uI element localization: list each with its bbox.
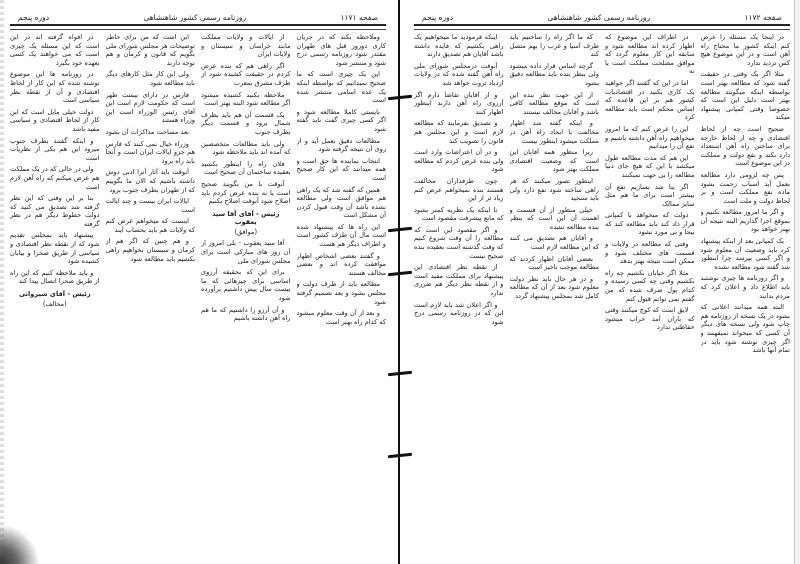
paragraph: یک قسمت آن هم باید بطرف شمال برود و قسمت دیگر بطرف جنوب: [201, 110, 291, 136]
paragraph: مثلا اگر خیابان بکشیم چه راه بکشیم وقتی چه کسی رسیده و کدام پول صرف شده که من گفتم نمی توانم قبول کنم: [605, 268, 695, 303]
binding-spine: [398, 0, 400, 564]
paragraph: چون طرفداران مخالفت هستند بنده نمیخواهم عرض کنم زیاد تر از این: [414, 176, 504, 203]
text-column: [414, 33, 504, 553]
paragraph: اما در این که گفتند اگر خواهید یک کاری بکنید در اقتصادیات کشور هم بر این قاعده که اساس محکم است باید مطالعه کرد: [605, 78, 695, 122]
text-column: [510, 33, 600, 553]
paragraph: گرچه اساس قرار داده میشود ولی بنظر بنده باید مطالعه دقیق بشود: [509, 61, 599, 87]
paragraph: و در آن اعتراضات وارد است ولی بنده عرض کردم که مطالعه شود: [414, 148, 504, 174]
paragraph: و اگر ما امروز مطالعه نکنیم و بموقع اجرا گذاریم البته نتیجه آن بهتر خواهد بود: [700, 208, 790, 234]
paragraph: آنوقت باید آثار آنرا ادبی دوش داشته باشیم که الان ما بگوییم که از طهران بطرف جنوب برود: [105, 168, 195, 194]
paragraph: و در هر حال باید نظر دولت معلوم شود بعد از آن که مطالعه کامل شد بمجلس پیشنهاد گردد: [509, 274, 599, 301]
paragraph: بعضی آقایان اظهار کردند که مطالعه موجب تاخیر است: [509, 254, 599, 272]
paragraph: از این جهت نظر بنده این است که موقع مطالعه کافی باشد و آقایان مخالف نیستند: [509, 90, 599, 116]
paragraph: از ایالات و ولایات مملکت مانند خراسان و سیستان و ولایات ایران: [201, 33, 291, 59]
paragraph: برای این که بحقیقه آرزوی اساسی برای چیزهائی که ما بیست سال پیش داشتیم برآورده شود: [201, 268, 291, 303]
paragraph: و بعد از آن وقت معلوم میشود که کدام راه بهتر است: [296, 309, 386, 326]
paragraph: اینطور تصور میکنند که هر راهی ساخته شود نفع دارد ولی باید سنجید: [509, 176, 599, 203]
paragraph: ولی باید مطالعات متخصصین که آمده اند باید ملاحظه شود: [201, 139, 291, 157]
paragraph: و آن آرزو را داشتیم که ما هم راه آهن داشته باشیم: [201, 305, 291, 323]
text-column: [10, 33, 100, 553]
paragraph: بنا بر این وقتی که این نظر گرفته شد تصدیق می کنید که دولت خطوط دیگر هم در نظر گرفته: [10, 194, 100, 228]
page-number: صفحه ۱۱۷۲: [744, 13, 782, 22]
text-column: [701, 33, 791, 553]
paragraph: صحیح است چه از لحاظ اقتصادی و چه از لحاظ خارجه برای ساختن راه آهن استعداد دارد بکند و نفع دولت و مملکت در این موضوع است: [700, 124, 790, 168]
paragraph: مطالعه باید از طرف دولت و مجلس بشود و بعد تصمیم گرفته شود: [296, 280, 386, 306]
paragraph: که ما اگر راه را ساختیم باید طرف آسیا و غرب را بهم متصل کند: [509, 33, 599, 59]
paragraph: دولت که میخواهد با کمپانی قرار داد کند باید مطالعه کند که بیجا و بی مورد نشود: [605, 211, 695, 237]
paragraph: فلان راه را اینطور بکشید بعقیده ساختمان آن صحیح است: [201, 159, 291, 177]
paragraph: و گفتند بعضی اشخاص اظهار موافقت کرده اند و بعضی مخالف هستند: [296, 251, 386, 277]
paragraph: تا اینکه یک نظریه کمتر بشود که مانع پیشرفت مقصود است: [414, 205, 504, 223]
paragraph: انتخاب نماینده ها حق است و همه میدانند که این کار صحیح است: [296, 156, 386, 182]
columns: [10, 33, 386, 553]
text-column: [297, 33, 387, 553]
paragraph: در اطراف این موضوع که اظهار کرده اند مطالعه شود و سابقه این کار معلوم گردد که موافق مصلحت مملکت است یا نه: [605, 33, 695, 76]
period-label: دوره پنجم: [18, 13, 50, 22]
page-header: [10, 8, 386, 22]
paragraph: و آقایان هم تصدیق می کنند که این مطالعه لازم است: [509, 234, 599, 252]
speaker-position: (موافق): [234, 227, 258, 236]
paragraph: و اینکه گفتند بطرف جنوب میرود این هم یکی از نظریات است: [10, 136, 100, 162]
paragraph: این راه ها که پیشنهاد شده است مال آن طرف کشور است و اطراف دیگر هم هست: [296, 222, 386, 249]
paragraph: اینکه فرمودید ما میخواهیم یک راهی بکشیم که فایده داشته باشد آقایان هم تصدیق دارند: [414, 33, 504, 59]
paragraph: و باید ملاحظه کنیم که این راه از طریق صحرا اتصال پیدا کند: [10, 268, 100, 286]
paragraph: و اگر روزنامه ها چیزی نوشتند باید اطلاع داد و اعلان کرد که مردم بدانند: [700, 274, 790, 300]
paragraph: آقا سید یعقوب - بلی امروز از آن روز های مبارکی است برای مجلس شورای ملی: [201, 239, 291, 265]
scan-smudge: [0, 524, 40, 564]
paragraph: این را عرض کنم که ما امروز میخواهیم راه آهن داشته باشیم و نفع آن را میدانیم: [605, 124, 695, 151]
paragraph: این یک چیزی است که ما صحیح نمیدانیم که بواسطه اینکه یک عده اسامی منتشر شده است: [296, 70, 386, 105]
paragraph: و اگر اعلان شد باید لازم است این که در روزنامه رسمی درج شود: [414, 300, 504, 326]
paragraph: اگر راهی هم که بنده عرض کردم در حقیقت کشیده شود از طرف مشرق بمغرب: [201, 61, 291, 87]
paragraph: بعد مساحت مذاکرات آن بشود: [105, 127, 189, 136]
paragraph: این هم که مدت مطالعه طول میکشد با این که هیچ جای دنیا مطالعه را بی جهت نمیکنند: [605, 153, 695, 179]
newspaper-title: روزنامه رسمی کشور شاهنشاهی: [143, 13, 247, 22]
paragraph: یک کمپانی بعد از اینکه پیشنهاد کرد باید وضعیت آن معلوم شود و اگر کسی بپرسد چرا اینطور شد گفته شود مطالعه نشده: [700, 237, 790, 271]
paragraph: زیرا منظور همه آقایان این است که وضعیت اقتصادی مملکت بهتر شود: [509, 148, 599, 174]
columns: [414, 33, 790, 553]
speaker-position: (مخالف): [42, 299, 67, 308]
paragraph: مطالعات دقیق بعمل آید و از روی آن نتیجه گرفته شود: [296, 136, 386, 154]
paragraph: آنوقت درمجلس شورای ملی راه آهن گفته شده که در ولایات ازدیاد ثروت خواهد شد: [414, 61, 504, 87]
page-number: صفحه ۱۱۷۱: [340, 13, 378, 22]
paragraph: آنوقت با من بگویند صحیح است یا نه بنده عرض کردم باید اصلاح شود آنوقت اصلاح بکنیم: [201, 179, 291, 206]
paragraph: فارس در دارای بیست ظهر است که حکومت لازم است این آقای رئیس الوزراء است این وزراء هستند: [105, 90, 195, 125]
paragraph: مثلا اگر یک وقتی در حقیقت گفته شود که مطالعه بهتر است بواسطه اینکه میگویند مطالعه بهتر است دلیل این است که خصوصا وقتی کمپانی پیشنهاد میکند: [700, 70, 790, 122]
paragraph: لایق است که کوچ میکنند وقتی که باران آمد خراب میشود حفاظتی ندارد: [605, 306, 695, 332]
paragraph: از نقطه نظر اقتصادی این پیشنهاد برای مملکت مفید است و از نقطه نظر دیگر هم ضرری ندارد: [414, 263, 504, 298]
paragraph: وزراء خیال نمی کنند که فارس هم جزو ایالات ایران است و آنجا باید راه برود: [105, 139, 195, 165]
paragraph: ولی در حالی که در یک مملکت هم عرض میکنم که راه آهن لازم است: [10, 165, 100, 191]
text-column: [106, 33, 196, 553]
paragraph: در افواه گرفته اند در این است که این مسئله یک چیزی است که می خواهند یک کسی بعهده خود بگیرد: [10, 33, 100, 67]
paragraph: و تصدیق بفرمایند که مطالعه لازم است و این مجلس هم قانون را تصویب کند: [414, 119, 504, 145]
paragraph: پیشنهاد باید بمجلس تقدیم شود که از نقطه نظر اقتصادی و سیاسی از طریق صحرا و بیابان کشیده شود: [10, 231, 100, 266]
speaker-heading: رئیس - آقای آقا سید یعقوب: [212, 209, 280, 227]
header-rule: [10, 24, 386, 30]
text-column: [605, 33, 695, 553]
header-rule: [414, 24, 790, 30]
paragraph: پس چه لزومی دارد مطالعه بعمل آید اسباب زحمت بشود ماده نفع مملکت است و بر لحاظ دولت و ملت است: [700, 170, 790, 205]
paragraph: اگر بنا شد بسازیم نفع آن بیشتر است برای ما هم مثل سایر ممالک: [605, 182, 695, 208]
paragraph: ملاحظه بکنید کشیده میشود اگر مطالعه شود البته بهتر است: [201, 90, 291, 108]
paragraph: دولت خیلی مایل است که این کار از لحاظ اقتصادی و سیاسی مفید باشد: [10, 107, 100, 133]
page-header: [414, 8, 790, 22]
paragraph: همین که گفته شد که یک راهی هم موافق است ولی مطالعه نشده باشد آن وقت قبول کردن آن مشکل است: [296, 185, 386, 220]
paragraph: و اگر مقصود این است که مطالعه را آن وقت شروع کنیم که وقت گذشته است بعقیده بنده صحیح نیست: [414, 225, 504, 260]
paragraph: در اینجا یک مسئله را عرض کنم اینکه کشور ما محتاج راه آهن است و در این موضوع هیچ کس تردید ندارد: [700, 33, 790, 67]
paragraph: وملاحظه بکند که در جریان کاری دوروز قبل های طهران مقتدر شود روزنامه رسمی درج شود و منتشر شود: [296, 33, 386, 67]
page-right: [400, 0, 800, 564]
paragraph: این است که من برای خاطر توضیحات هر مجلس شورای ملی بگویم که قانون و کرمان و هم توجه دارند: [105, 33, 195, 67]
text-column: [201, 33, 291, 553]
paragraph: ولی این کار مثل کارهای دیگر باید مطالعه شود: [105, 70, 195, 87]
paragraph: خیلی منظور از آن قسمت و اهمیت آن این است که بنظر بنده مطالعه نشده: [509, 205, 599, 231]
paragraph: البته همه میدانند اعلانی که بشود در یک نسخه از روزنامه هم چاپ شود ولی نسخه های دیگر آن کسی که میخواند نمیفهمد و اگر چیزی نوشته شود باید در تمام آنها باشد: [700, 303, 790, 355]
paragraph: و اینکه گفته شد اظهار مخالفت با ایجاد راه آهن در مملکت میشود اینطور نیست: [509, 119, 599, 145]
paragraph: و هم چنین که اگر هم از کرمان و سیستان بخواهیم راهی بکشیم باید مطالعه شود: [105, 237, 195, 263]
paragraph: ایالات ایران بیست و چند ایالت است: [105, 197, 195, 214]
speaker-heading: رئیس - آقای شیروانی: [18, 290, 91, 299]
paragraph: در روزنامه ها این موضوع نوشته شده که این کار از لحاظ اقتصادی و آن از نقطه نظر سیاسی است: [10, 70, 100, 105]
newspaper-title: روزنامه رسمی کشور شاهنشاهی: [547, 13, 651, 22]
paragraph: بایستی کاملا مطالعه شود و اگر کسی چیزی گفت باید گفته شود: [296, 107, 386, 133]
period-label: دوره پنجم: [422, 13, 454, 22]
paragraph: اینست که میخواهم عرض کنم که ولایات هم باید بحساب آیند: [105, 217, 195, 234]
paragraph: وقتی که مطالعه در ولایات و قسمت های مختلف شود و ممکن است نتیجه بهتر بدهد: [605, 240, 695, 266]
paragraph: و از آقایان تقاضا دارم اگر آرزوی راه آهن دارند اینطور اظهار کنند: [414, 90, 504, 116]
